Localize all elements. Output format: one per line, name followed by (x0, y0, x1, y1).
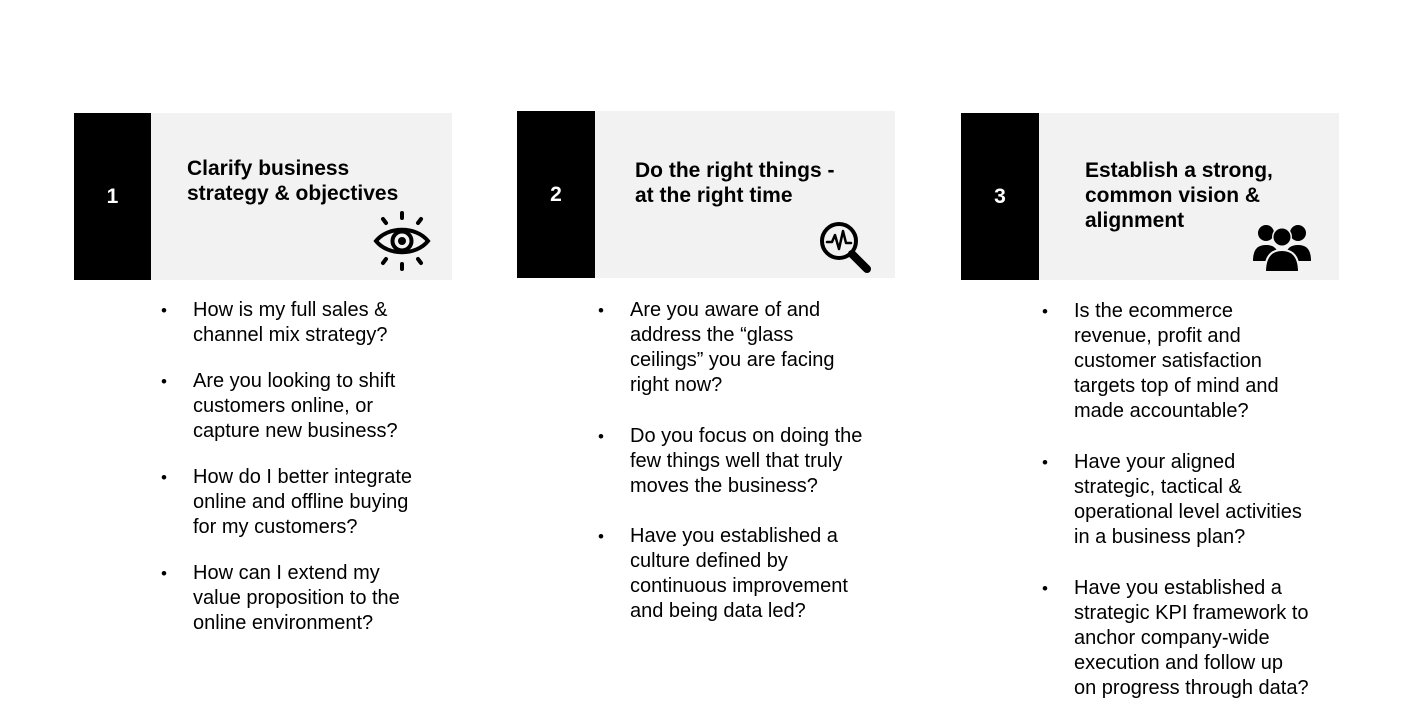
card-1-header (74, 113, 452, 280)
card-title: Do the right things - at the right time (635, 159, 835, 207)
card-3-header (961, 113, 1339, 280)
list-item: • Is the ecommerce revenue, profit and customer satisfaction targets top of mind and made accountable? (1042, 299, 1352, 424)
list-item: • Are you looking to shift customers online, or capture new business? (161, 369, 451, 444)
card-1-bullets (161, 298, 451, 636)
people-group-icon (1253, 221, 1311, 273)
list-item: • Have you established a culture defined by continuous improvement and being data led? (598, 524, 898, 624)
list-item: • Are you aware of and address the “glass ceilings” you are facing right now? (598, 298, 898, 398)
list-item: • How do I better integrate online and offline buying for my customers? (161, 465, 451, 540)
list-item: • Have your aligned strategic, tactical & operational level activities in a business plan? (1042, 450, 1352, 550)
card-3-bullets (1042, 299, 1352, 701)
card-2-bullets (598, 298, 898, 624)
card-number: 1 (74, 113, 151, 280)
card-title: Establish a strong, common vision & alignment (1085, 159, 1273, 232)
card-2-header (517, 111, 895, 278)
eye-icon (370, 209, 434, 273)
card-number: 2 (517, 111, 595, 278)
list-item: • How is my full sales & channel mix strategy? (161, 298, 451, 348)
list-item: • How can I extend my value proposition to the online environment? (161, 561, 451, 636)
card-title: Clarify business strategy & objectives (187, 157, 399, 205)
list-item: • Do you focus on doing the few things well that truly moves the business? (598, 424, 898, 499)
list-item: • Have you established a strategic KPI framework to anchor company-wide execution and follow up on progress through data? (1042, 576, 1352, 701)
card-number: 3 (961, 113, 1039, 280)
magnifier-pulse-icon (817, 219, 875, 277)
